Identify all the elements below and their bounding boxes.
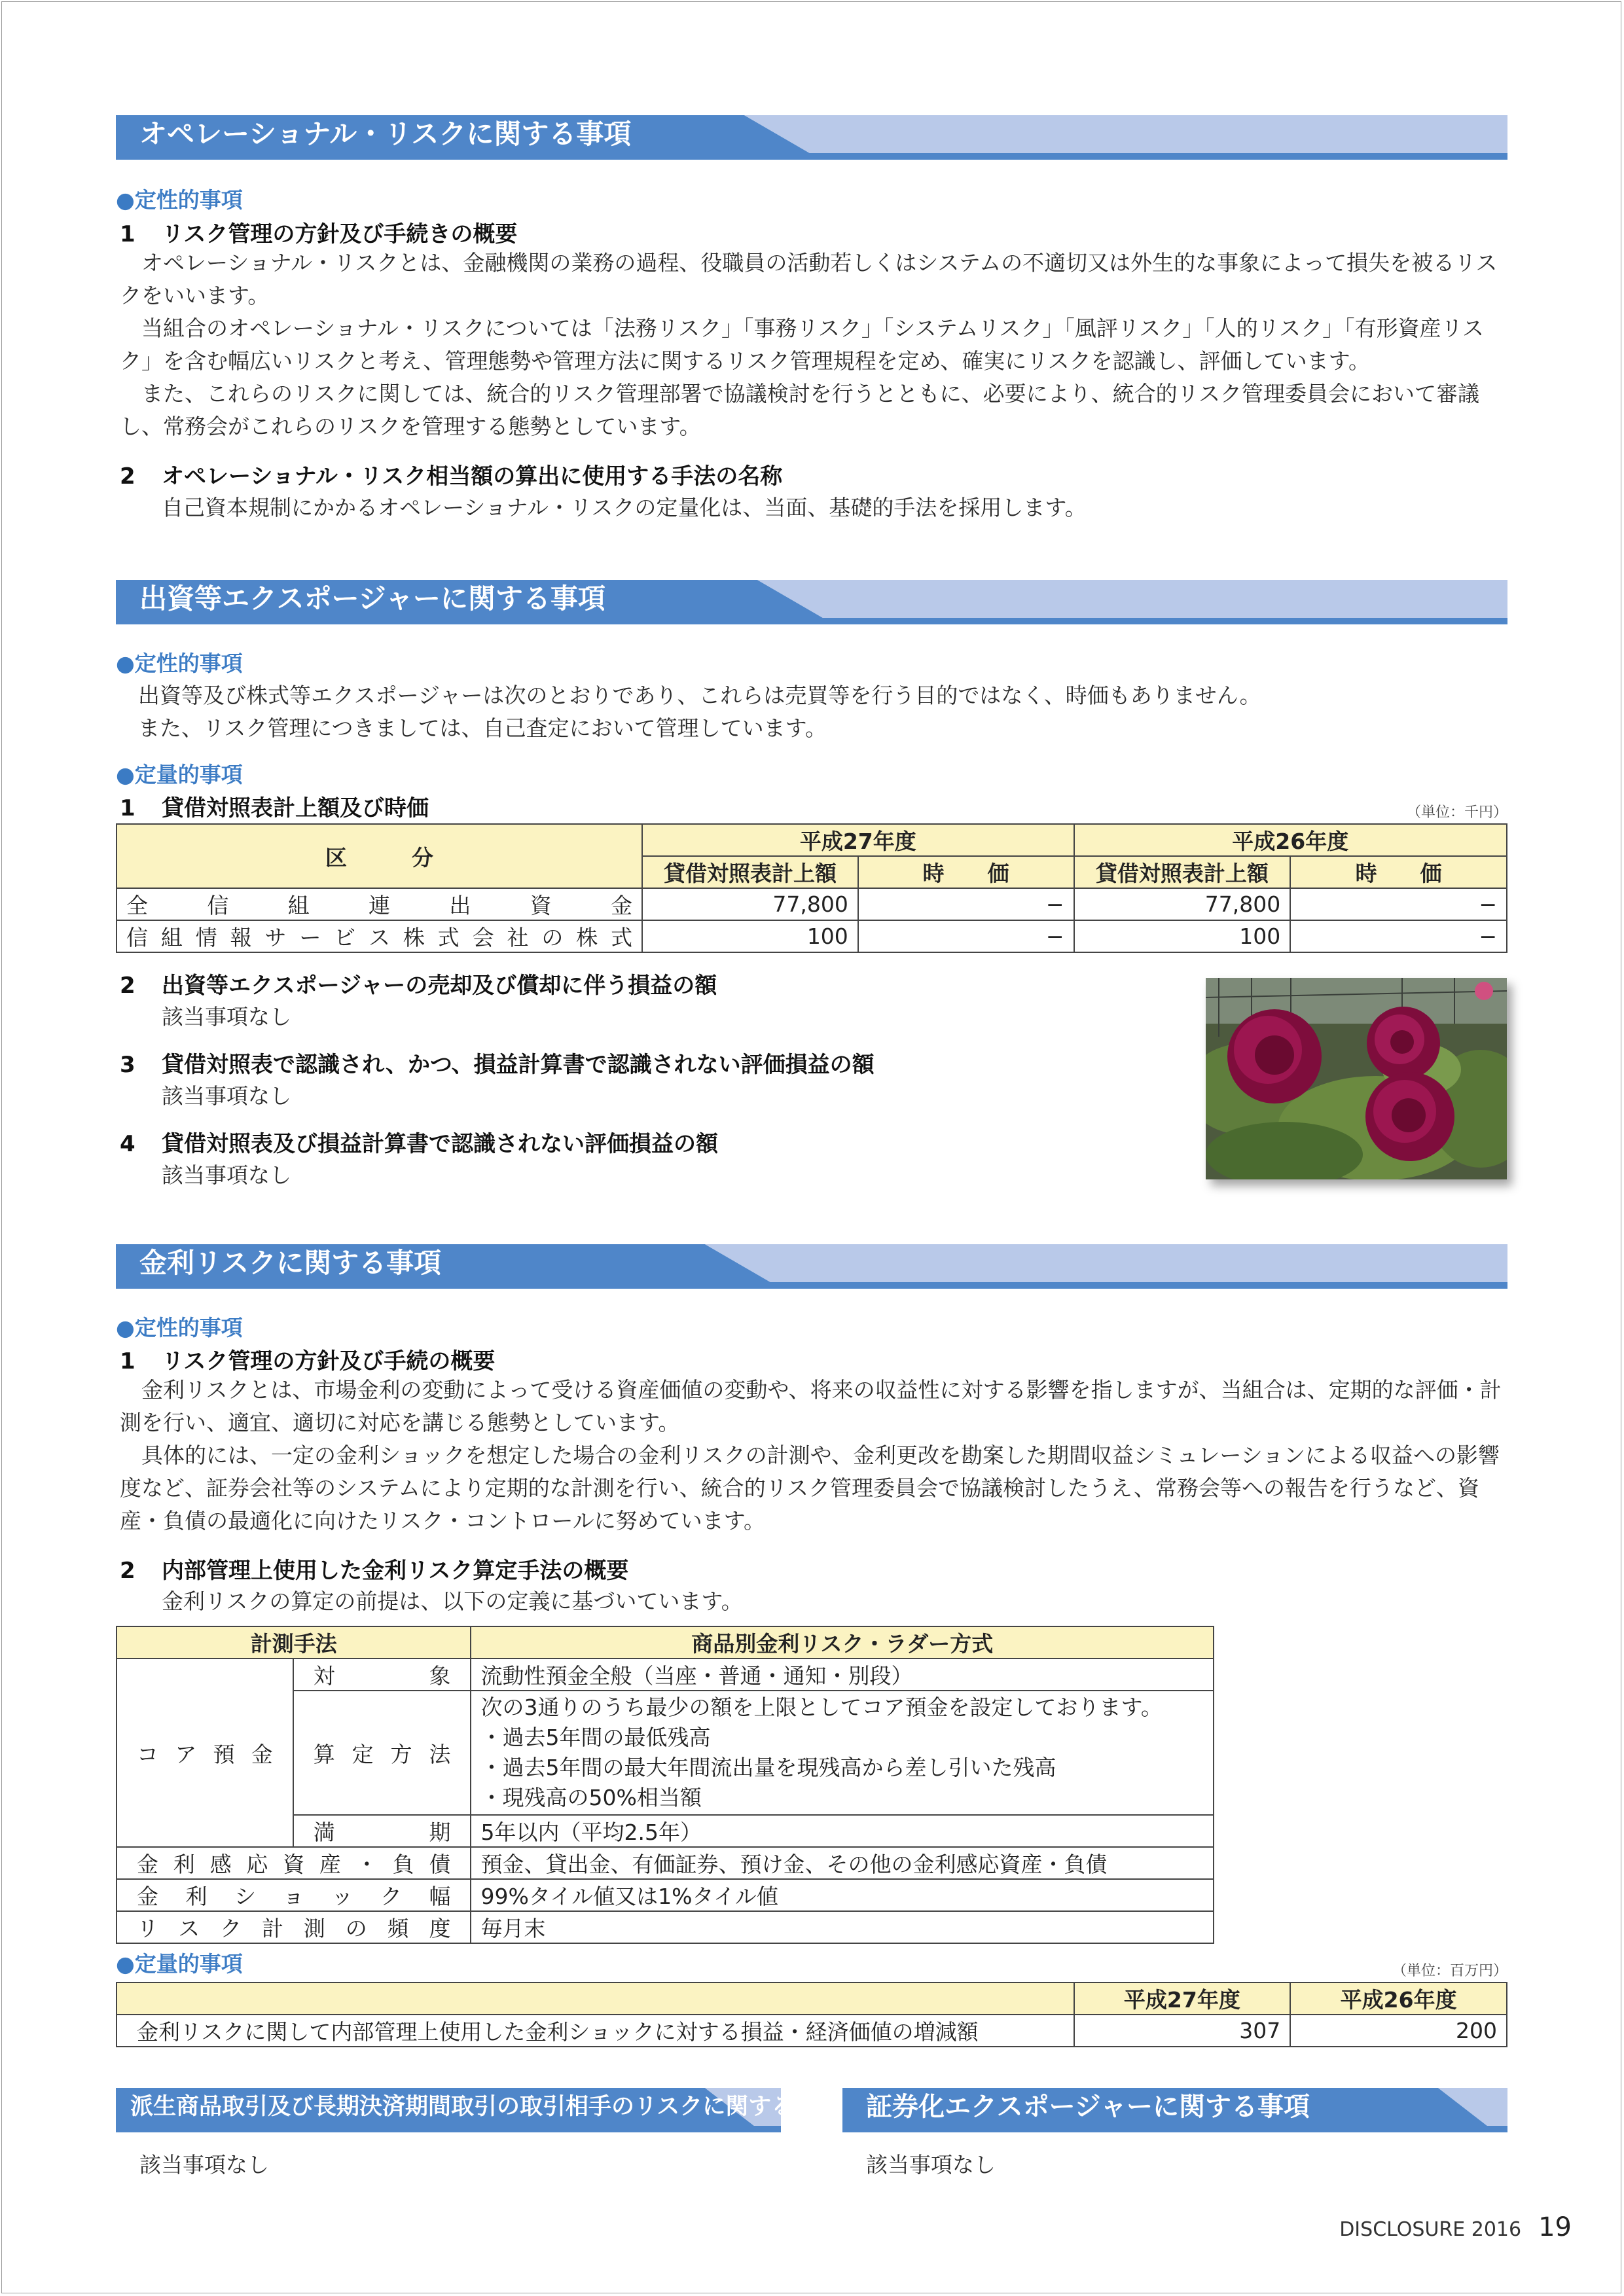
paragraph-block — [120, 1374, 1507, 1537]
cell-value: 77,800 — [1074, 888, 1291, 920]
paragraph: また、これらのリスクに関しては、統合的リスク管理部署で協議検討を行うとともに、必要により、統合的リスク管理委員会において審議し、常務会がこれらのリスクを管理する態勢としています。 — [120, 381, 1480, 439]
cell-value: 5年以内（平均2.5年） — [471, 1815, 1214, 1847]
footer-label: DISCLOSURE 2016 — [1339, 2218, 1522, 2241]
item-number: 2 — [120, 1558, 135, 1584]
item-text: 自己資本規制にかかるオペレーショナル・リスクの定量化は、当面、基礎的手法を採用します。 — [162, 495, 1087, 520]
item-title: 内部管理上使用した金利リスク算定手法の概要 — [162, 1558, 629, 1584]
section-text: 該当事項なし — [866, 2152, 996, 2178]
cell-value: 預金、貸出金、有価証券、預け金、その他の金利感応資産・負債 — [471, 1847, 1214, 1879]
item-heading — [120, 967, 717, 999]
qualitative-label: ●定性的事項 — [116, 187, 243, 213]
section-banner-interest-rate-risk — [116, 1244, 1507, 1289]
paragraph: オペレーショナル・リスクとは、金融機関の業務の過程、役職員の活動若しくはシステムの不適切又は外生的な事象によって損失を被るリスクをいいます。 — [120, 250, 1498, 308]
item-title: オペレーショナル・リスク相当額の算出に使用する手法の名称 — [162, 463, 783, 490]
item-text: 該当事項なし — [162, 1004, 291, 1030]
item-heading — [120, 458, 782, 490]
cell-value: 99%タイル値又は1%タイル値 — [471, 1879, 1214, 1911]
paragraph: また、リスク管理につきましては、自己査定において管理しています。 — [138, 715, 827, 741]
item-title: 出資等エクスポージャーの売却及び償却に伴う損益の額 — [162, 973, 717, 999]
quantitative-label: ●定量的事項 — [116, 762, 243, 787]
col-header-year: 平成27年度 — [642, 824, 1074, 856]
qualitative-label: ●定性的事項 — [116, 651, 243, 676]
paragraph: 金利リスクとは、市場金利の変動によって受ける資産価値の変動や、将来の収益性に対する影響を指しますが、当組合は、定期的な評価・計測を行い、適宜、適切に対応を講じる態勢としています。 — [120, 1377, 1502, 1435]
section-banner-counterparty-risk — [116, 2088, 840, 2132]
interest-result-table — [116, 1982, 1507, 2047]
item-heading — [120, 1126, 718, 1158]
item-text: 該当事項なし — [162, 1162, 291, 1188]
section-title: 出資等エクスポージャーに関する事項 — [139, 583, 605, 615]
cell-value: 毎月末 — [471, 1911, 1214, 1943]
page-footer — [1339, 2212, 1572, 2242]
row-label: 金利リスクに関して内部管理上使用した金利ショックに対する損益・経済価値の増減額 — [117, 2015, 1074, 2047]
section-title: オペレーショナル・リスクに関する事項 — [139, 118, 632, 150]
calc-line: ・過去5年間の最大年間流出量を現残高から差し引いた残高 — [480, 1755, 1056, 1780]
cell-value: 100 — [1074, 920, 1291, 952]
item-title: 貸借対照表及び損益計算書で認識されない評価損益の額 — [162, 1131, 718, 1157]
col-header-year: 平成26年度 — [1290, 1982, 1507, 2015]
item-heading — [120, 1552, 628, 1585]
calc-line: ・現残高の50%相当額 — [480, 1785, 702, 1810]
col-header-year: 平成27年度 — [1074, 1982, 1291, 2015]
col-header-method: 計測手法 — [117, 1626, 471, 1659]
item-number: 1 — [120, 795, 135, 821]
section-title: 証券化エクスポージャーに関する事項 — [866, 2092, 1310, 2122]
cell-value: 307 — [1074, 2015, 1291, 2047]
cell-value: − — [1290, 888, 1507, 920]
cell-value: − — [1290, 920, 1507, 952]
item-number: 1 — [120, 1348, 135, 1374]
cell-value: 100 — [642, 920, 858, 952]
col-header-book-value: 貸借対照表計上額 — [1074, 856, 1291, 888]
cell-value: − — [858, 888, 1074, 920]
item-heading — [120, 216, 517, 248]
section-title: 金利リスクに関する事項 — [139, 1247, 442, 1279]
calc-line: 次の3通りのうち最少の額を上限としてコア預金を設定しております。 — [480, 1695, 1163, 1720]
blank-header — [117, 1982, 1074, 2015]
section-banner-equity-exposure — [116, 580, 1507, 624]
col-header-book-value: 貸借対照表計上額 — [642, 856, 858, 888]
item-heading — [120, 790, 429, 822]
col-header-value: 商品別金利リスク・ラダー方式 — [471, 1626, 1214, 1659]
book-value-table — [116, 823, 1507, 953]
row-label: 算定方法 — [293, 1691, 471, 1815]
section-banner-operational-risk — [116, 115, 1507, 160]
cell-value-multiline — [471, 1691, 1214, 1815]
row-label: 満期 — [293, 1815, 471, 1847]
row-label: 全信組連出資金 — [117, 888, 642, 920]
table-row — [117, 920, 1507, 952]
item-text: 該当事項なし — [162, 1083, 291, 1109]
row-label: 金利感応資産・負債 — [117, 1847, 471, 1879]
quantitative-label: ●定量的事項 — [116, 1951, 243, 1977]
paragraph-block — [120, 247, 1507, 443]
item-title: 貸借対照表で認識され、かつ、損益計算書で認識されない評価損益の額 — [162, 1052, 875, 1078]
row-label: 信組情報サービス株式会社の株式 — [117, 920, 642, 952]
item-number: 4 — [120, 1131, 135, 1157]
calc-line: ・過去5年間の最低残高 — [480, 1725, 711, 1750]
paragraph: 出資等及び株式等エクスポージャーは次のとおりであり、これらは売買等を行う目的ではなく、時価もありません。 — [138, 683, 1261, 708]
item-heading — [120, 1047, 875, 1079]
cell-value: 流動性預金全般（当座・普通・通知・別段） — [471, 1659, 1214, 1691]
item-title: リスク管理の方針及び手続きの概要 — [162, 221, 518, 247]
col-header-year: 平成26年度 — [1074, 824, 1507, 856]
item-heading — [120, 1343, 495, 1375]
item-number: 1 — [120, 221, 135, 247]
page-number: 19 — [1538, 2212, 1572, 2242]
paragraph: 具体的には、一定の金利ショックを想定した場合の金利リスクの計測や、金利更改を勘案した期間収益シミュレーションによる収益への影響度など、証券会社等のシステムにより定期的な計測を行い、統合的リスク管理委員会で協議検討したうえ、常務会等への報告を行うなど、資産・負債の最適化に向けたリスク・コントロールに努めています。 — [120, 1443, 1500, 1534]
item-text: 金利リスクの算定の前提は、以下の定義に基づいています。 — [162, 1588, 743, 1614]
paragraph: 当組合のオペレーショナル・リスクについては「法務リスク」「事務リスク」「システムリスク」「風評リスク」「人的リスク」「有形資産リスク」を含む幅広いリスクと考え、管理態勢や管理方法に関するリスク管理規程を定め、確実にリスクを認識し、評価しています。 — [120, 315, 1484, 374]
row-label: リスク計測の頻度 — [117, 1911, 471, 1943]
item-number: 3 — [120, 1052, 135, 1078]
cell-value: 77,800 — [642, 888, 858, 920]
col-header-market-value: 時 価 — [1290, 856, 1507, 888]
row-label: 金利ショック幅 — [117, 1879, 471, 1911]
core-deposit-label: コア預金 — [117, 1659, 293, 1847]
section-text: 該当事項なし — [139, 2152, 269, 2178]
section-banner-securitization — [842, 2088, 1507, 2132]
cell-value: − — [858, 920, 1074, 952]
section-title: 派生商品取引及び長期決済期間取引の取引相手のリスクに関する事項 — [130, 2094, 840, 2120]
peony-photo — [1206, 978, 1507, 1179]
table-row — [117, 888, 1507, 920]
unit-label: （単位：百万円） — [1392, 1963, 1507, 1979]
item-title: リスク管理の方針及び手続の概要 — [162, 1348, 496, 1374]
unit-label: （単位：千円） — [1406, 804, 1507, 821]
table-row — [117, 2015, 1507, 2047]
item-number: 2 — [120, 973, 135, 999]
interest-method-table — [116, 1626, 1214, 1944]
qualitative-label: ●定性的事項 — [116, 1315, 243, 1340]
cell-value: 200 — [1290, 2015, 1507, 2047]
item-number: 2 — [120, 463, 135, 490]
col-header-category: 区 分 — [117, 824, 642, 888]
col-header-market-value: 時 価 — [858, 856, 1074, 888]
row-label: 対象 — [293, 1659, 471, 1691]
item-title: 貸借対照表計上額及び時価 — [162, 795, 429, 821]
